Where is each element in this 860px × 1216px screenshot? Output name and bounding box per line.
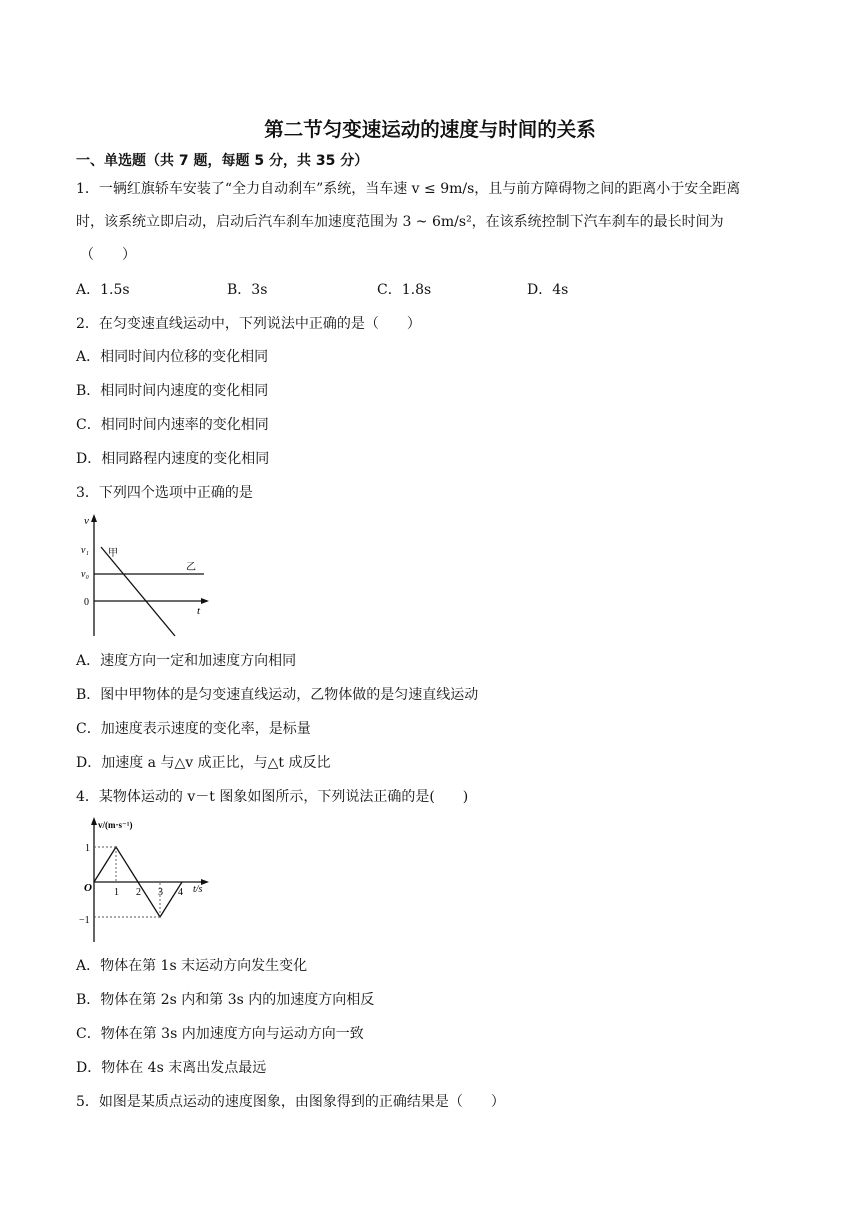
q2-option-a[interactable]: A．相同时间内位移的变化相同 [76, 349, 269, 365]
q4-axis-ylabel: v/(m·s⁻¹) [98, 820, 133, 830]
q4-vt-chart [76, 814, 216, 944]
q4-option-c[interactable]: C．物体在第 3s 内加速度方向与运动方向一致 [76, 1026, 364, 1042]
q1-line1: 1．一辆红旗轿车安装了“全力自动刹车”系统，当车速 v ≤ 9m/s，且与前方障碍物之间的距离小于安全距离 [76, 181, 741, 197]
q1-option-a[interactable]: A．1.5s [76, 282, 130, 298]
q2-option-b[interactable]: B．相同时间内速度的变化相同 [76, 383, 269, 399]
q4-y-arrow-icon [91, 817, 97, 825]
q4-tick-x2: 2 [136, 887, 141, 898]
page-title: 第二节匀变速运动的速度与时间的关系 [264, 118, 596, 141]
q3-option-d[interactable]: D．加速度 a 与△v 成正比，与△t 成反比 [76, 755, 331, 771]
q3-axis-t: t [197, 605, 201, 617]
q5-stem: 5．如图是某质点运动的速度图象，由图象得到的正确结果是（ ） [76, 1094, 505, 1110]
q3-label-v0: v₀ [81, 569, 89, 580]
q3-label-v1: v₁ [81, 545, 89, 556]
q1-option-b[interactable]: B．3s [227, 282, 268, 298]
q3-vt-graph [76, 512, 212, 640]
q3-label-yi: 乙 [186, 562, 196, 573]
q4-tick-x1: 1 [114, 887, 119, 898]
q3-line-jia [101, 547, 175, 636]
q4-tick-minus1: −1 [79, 915, 90, 926]
q3-label-jia: 甲 [108, 548, 118, 559]
q4-option-d[interactable]: D．物体在 4s 末离出发点最远 [76, 1060, 267, 1076]
q3-option-b[interactable]: B．图中甲物体的是匀变速直线运动，乙物体做的是匀速直线运动 [76, 687, 479, 703]
q1-option-d[interactable]: D．4s [527, 282, 569, 298]
q4-tick-x4: 4 [178, 887, 183, 898]
q2-stem: 2．在匀变速直线运动中，下列说法中正确的是（ ） [76, 316, 421, 332]
q3-stem: 3．下列四个选项中正确的是 [76, 485, 253, 501]
q3-label-zero: 0 [84, 597, 89, 608]
q1-option-c[interactable]: C．1.8s [377, 282, 432, 298]
q4-option-b[interactable]: B．物体在第 2s 内和第 3s 内的加速度方向相反 [76, 992, 375, 1008]
q4-stem: 4．某物体运动的 v－t 图象如图所示，下列说法正确的是( ) [76, 789, 469, 805]
q3-axis-v: v [84, 515, 89, 527]
q3-y-arrow-icon [91, 514, 97, 522]
q2-option-d[interactable]: D．相同路程内速度的变化相同 [76, 451, 270, 467]
q3-option-a[interactable]: A．速度方向一定和加速度方向相同 [76, 653, 297, 669]
q1-line2: 时，该系统立即启动，启动后汽车刹车加速度范围为 3 ~ 6m/s²，在该系统控制下汽车刹车的最长时间为 [76, 214, 724, 230]
q4-axis-xlabel: t/s [193, 884, 203, 895]
q4-origin: O [84, 882, 92, 894]
q4-tick-1: 1 [85, 843, 90, 854]
q2-option-c[interactable]: C．相同时间内速率的变化相同 [76, 417, 269, 433]
q4-tick-x3: 3 [158, 887, 163, 898]
q1-line3: （ ） [80, 247, 136, 263]
q4-option-a[interactable]: A．物体在第 1s 末运动方向发生变化 [76, 958, 308, 974]
q3-option-c[interactable]: C．加速度表示速度的变化率，是标量 [76, 721, 311, 737]
section-heading: 一、单选题（共 7 题，每题 5 分，共 35 分） [76, 153, 369, 169]
q3-x-arrow-icon [201, 598, 209, 604]
